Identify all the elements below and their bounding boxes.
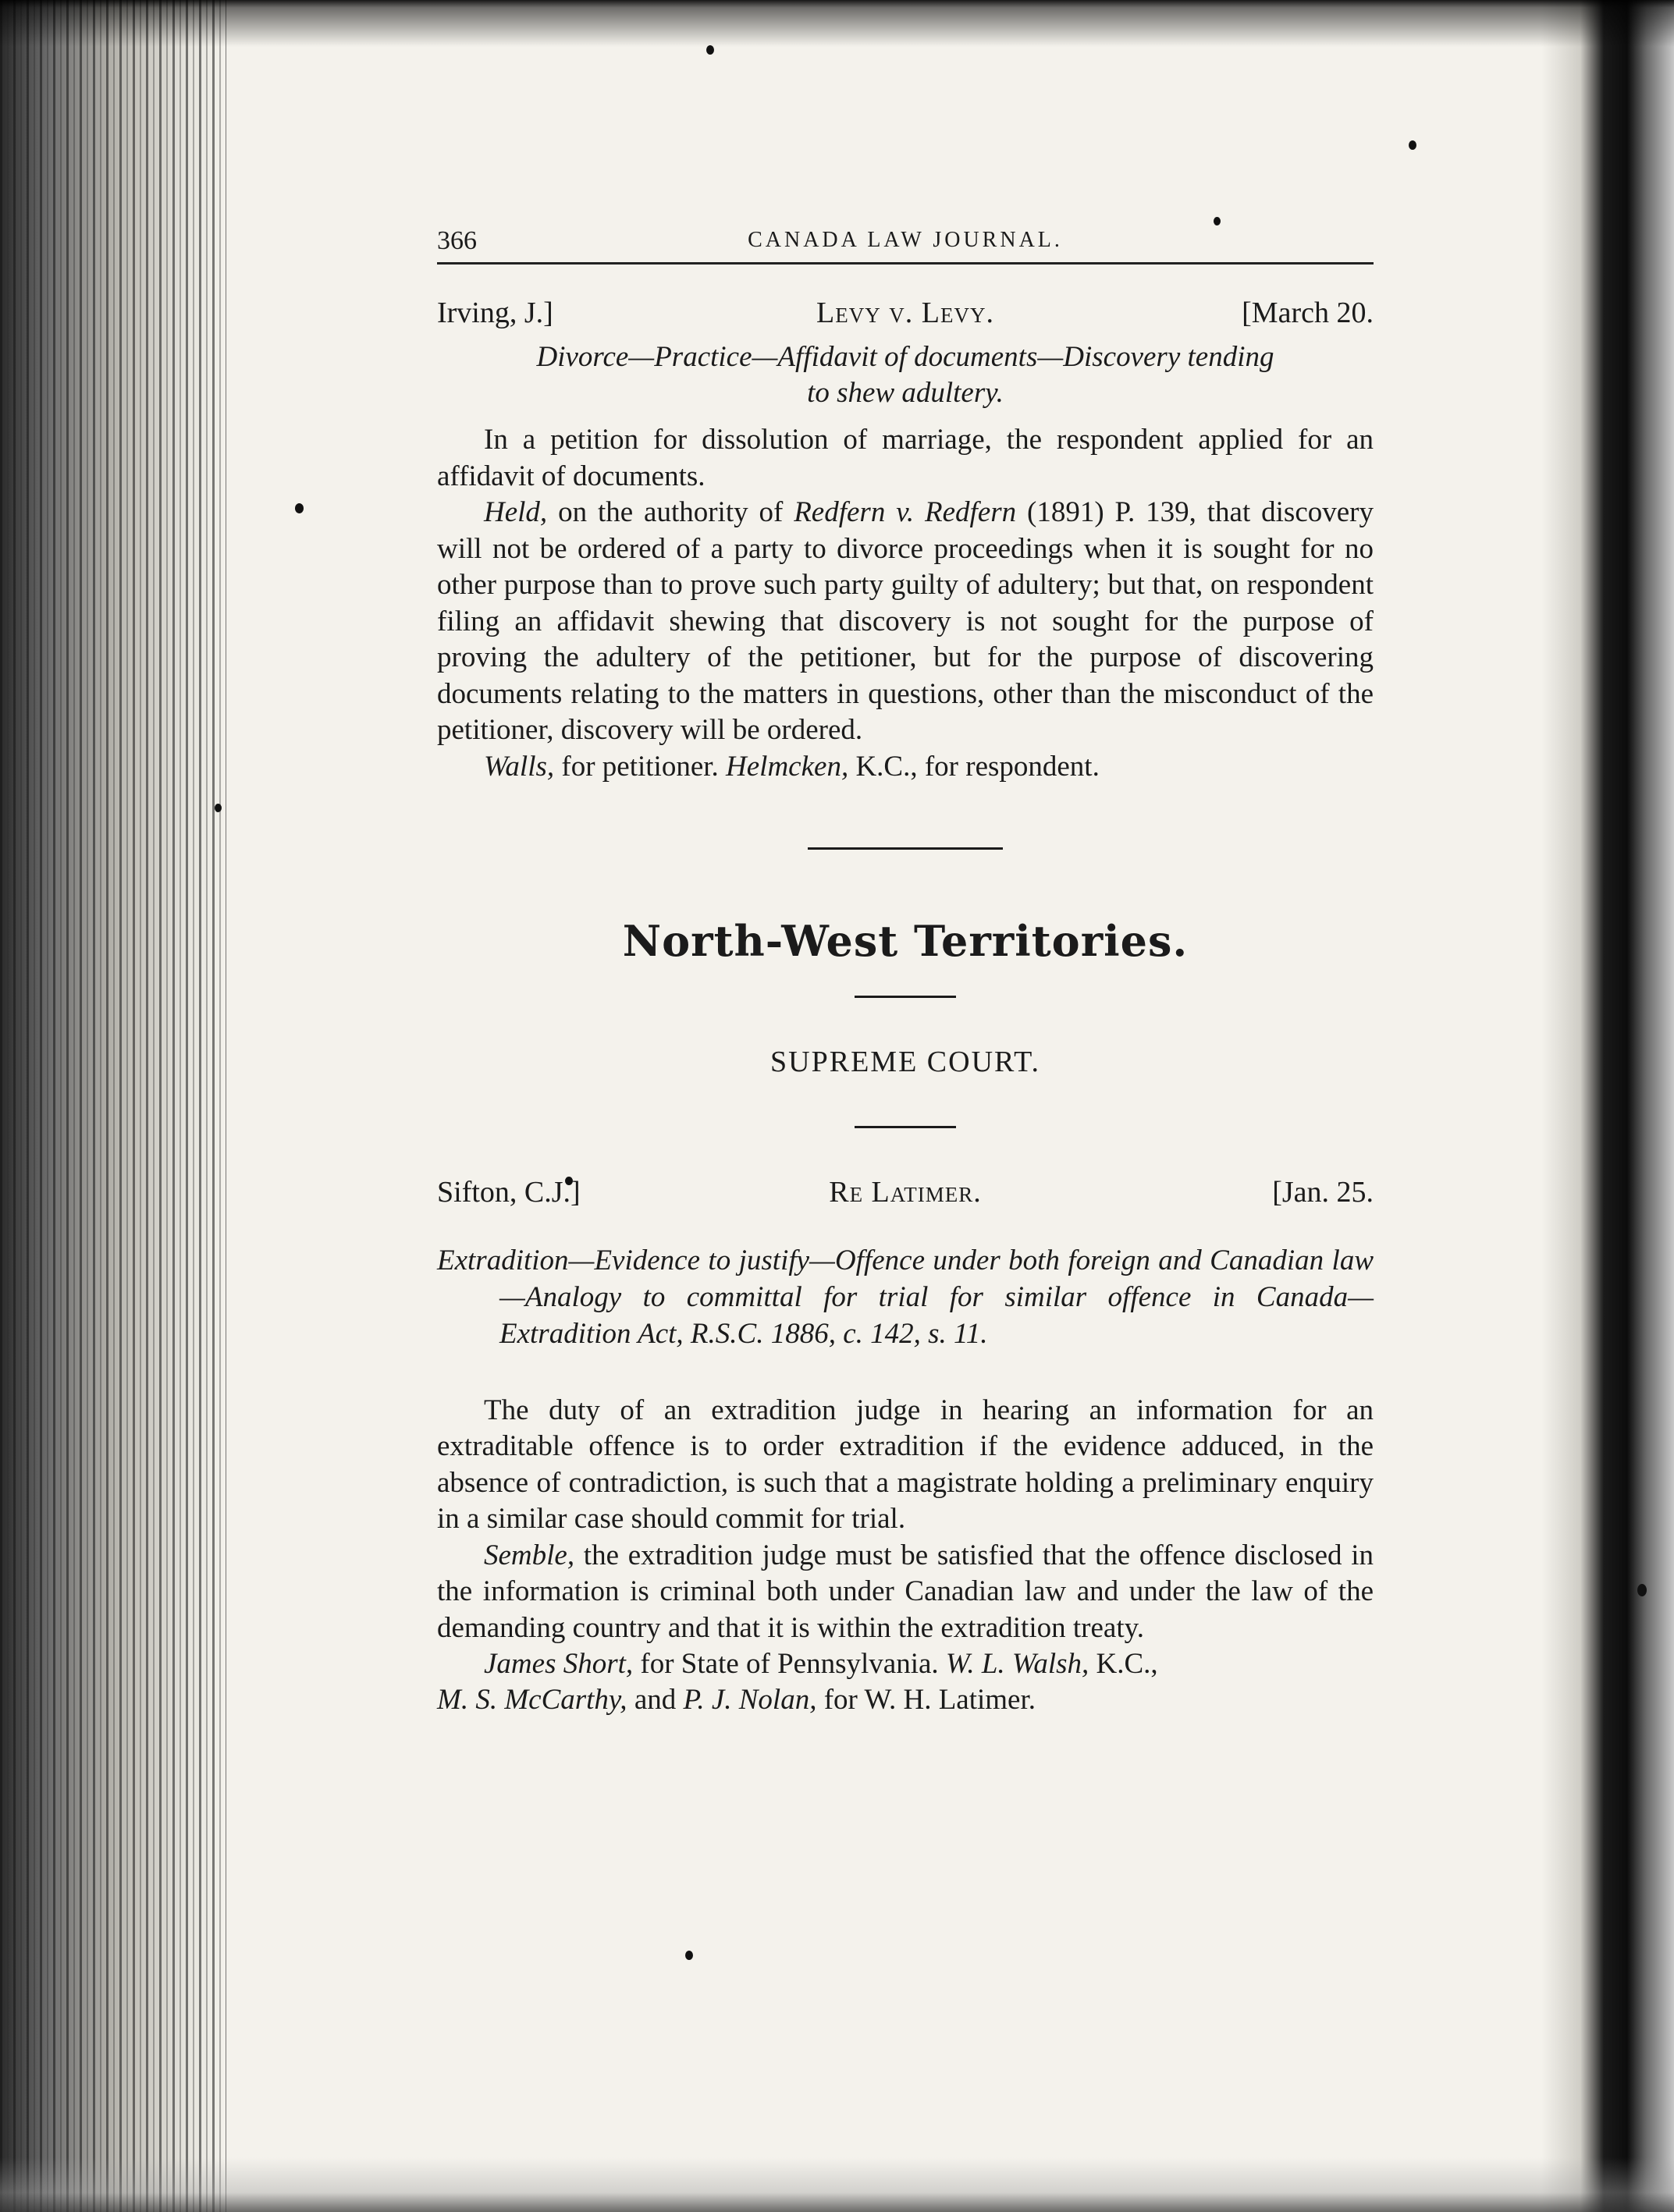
scan-speck: [1637, 1584, 1647, 1596]
counsel-name: P. J. Nolan,: [683, 1684, 817, 1716]
case-header: [437, 1175, 1374, 1219]
text-run: for petitioner.: [554, 750, 727, 783]
page-number: 366: [437, 226, 477, 255]
scan-speck: [706, 45, 714, 55]
section-heading: North-West Territories.: [622, 915, 1189, 966]
text-run: and: [627, 1684, 684, 1716]
scan-top-edge: [0, 0, 1674, 47]
scan-speck: [215, 804, 222, 812]
case-judge: Sifton, C.J.]: [437, 1175, 581, 1209]
scan-speck: [685, 1951, 693, 1960]
journal-page: [437, 226, 1374, 1719]
counsel-line: [437, 1682, 1374, 1719]
text-run: K.C.,: [1089, 1648, 1158, 1680]
counsel-line: [437, 749, 1374, 785]
scan-right-edge: [1541, 0, 1674, 2212]
counsel-name: Walls,: [484, 750, 555, 783]
counsel-name: Helmcken,: [726, 750, 849, 783]
counsel-name: W. L. Walsh,: [945, 1648, 1089, 1680]
running-head: [437, 226, 1374, 265]
text-run: the extradition judge must be satisfied that the offence disclosed in the information is criminal both under Canadian law and under the law of the demanding country and that it is within the extradition treaty.: [437, 1539, 1374, 1644]
journal-title: CANADA LAW JOURNAL.: [748, 228, 1063, 252]
paragraph: The duty of an extradition judge in hearing an information for an extraditable offence is to order extradition if the evidence adduced, in the absence of contradiction, is such that a magistrate holding a preliminary enquiry in a similar case should commit for trial.: [437, 1394, 1374, 1535]
text-run: K.C., for respondent.: [848, 750, 1100, 783]
headnote-line: Divorce—Practice—Affidavit of documents—Discovery tending: [536, 341, 1274, 373]
scan-speck: [1409, 140, 1416, 150]
counsel-name: James Short,: [484, 1648, 634, 1680]
case-date: [March 20.: [1242, 296, 1374, 329]
case-headnote: [437, 339, 1374, 411]
scan-speck: [1214, 217, 1221, 225]
text-run: (1891) P. 139, that discovery will not be ordered of a party to divorce proceedings when it is sought for no other purpose than to prove such party guilty of adultery; but that, on respondent filing an affidavit shewing that discovery is not sought for the purpose of proving the adultery of the petitioner, but for the purpose of discovering documents relating to the matters in questions, other than the misconduct of the petitioner, discovery will be ordered.: [437, 496, 1374, 746]
paragraph: [437, 1538, 1374, 1647]
text-run: for State of Pennsylvania.: [633, 1648, 946, 1680]
scan-bottom-edge: [0, 2157, 1674, 2212]
case-headnote: Extradition—Evidence to justify—Offence under both foreign and Canadian law—Analogy to committal for trial for similar offence in Canada—Extradition Act, R.S.C. 1886, c. 142, s. 11.: [437, 1244, 1374, 1350]
case-title: Levy v. Levy.: [816, 296, 994, 329]
semble-label: Semble,: [484, 1539, 575, 1571]
case-title: Re Latimer.: [829, 1175, 982, 1209]
scan-gutter-shadow: [0, 0, 226, 2212]
held-label: Held,: [484, 496, 548, 528]
paragraph: In a petition for dissolution of marriage, the respondent applied for an affidavit of documents.: [437, 424, 1374, 492]
cited-case: Redfern v. Redfern: [794, 496, 1017, 528]
paragraph: [437, 495, 1374, 749]
text-run: on the authority of: [547, 496, 794, 528]
case-judge: Irving, J.]: [437, 296, 553, 329]
case-date: [Jan. 25.: [1272, 1175, 1374, 1209]
case-header: [437, 296, 1374, 339]
scan-speck: [295, 503, 304, 513]
counsel-name: M. S. McCarthy,: [437, 1684, 627, 1716]
counsel-line: [437, 1646, 1374, 1682]
text-run: for W. H. Latimer.: [816, 1684, 1036, 1716]
court-heading: SUPREME COURT.: [770, 1045, 1040, 1078]
headnote-line: to shew adultery.: [807, 377, 1004, 409]
